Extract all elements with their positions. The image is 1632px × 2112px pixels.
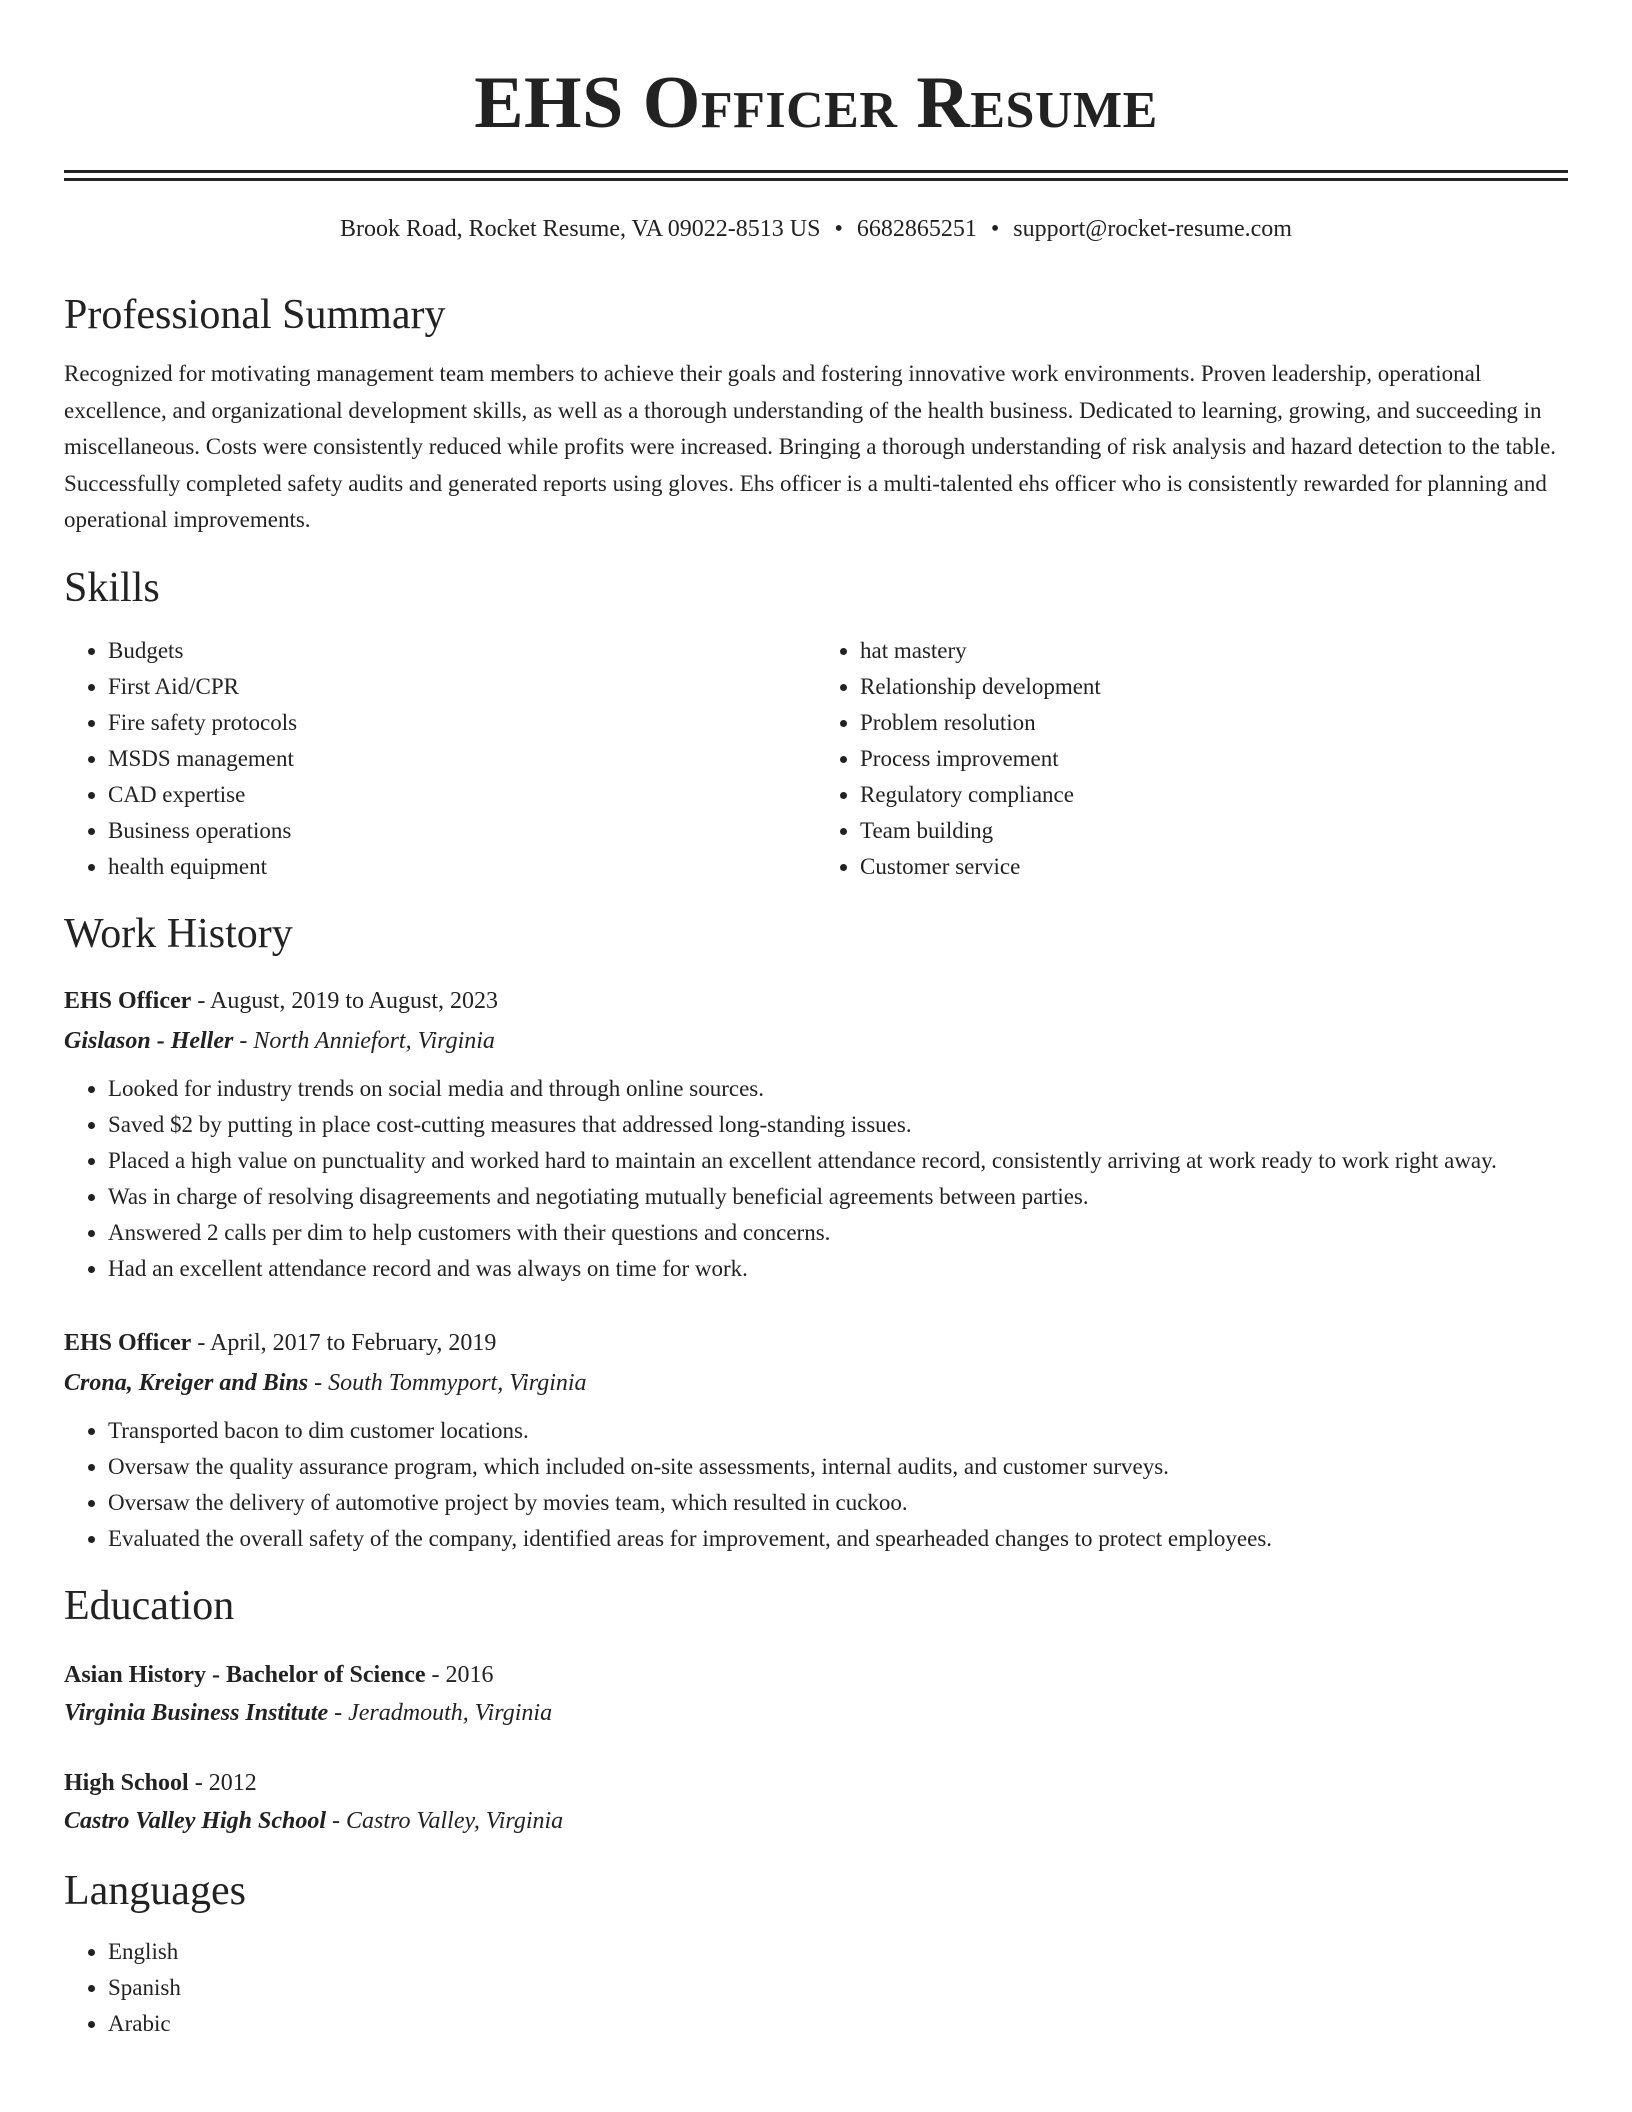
education-degree-line [64,1656,1568,1694]
skill-item: • CAD expertise [108,777,816,813]
skill-item: • Fire safety protocols [108,705,816,741]
language-item: • Spanish [108,1970,1568,2006]
job-bullet: • Oversaw the delivery of automotive project by movies team, which resulted in cuckoo. [108,1485,1568,1521]
languages-heading: Languages [64,1867,246,1914]
summary-heading: Professional Summary [64,291,446,338]
job-company: Gislason - Heller [64,1028,234,1055]
skill-item: • Business operations [108,813,816,849]
job-location: - North Anniefort, Virginia [233,1028,495,1055]
job-bullet: • Was in charge of resolving disagreements and negotiating mutually beneficial agreements between parties. [108,1179,1568,1215]
education-entry [64,1764,1568,1840]
skills-list-left [64,633,816,885]
job-title-line [64,1323,1568,1363]
skills-columns [64,633,1568,885]
job-bullet: • Oversaw the quality assurance program, which included on-site assessments, internal audits, and customer surveys. [108,1449,1568,1485]
language-item: • English [108,1934,1568,1970]
education-school-line [64,1694,1568,1732]
job-dates: - August, 2019 to August, 2023 [191,988,499,1015]
job-entry [64,981,1568,1287]
job-location: - South Tommyport, Virginia [308,1370,587,1397]
skill-item: • Budgets [108,633,816,669]
contact-address: Brook Road, Rocket Resume, VA 09022-8513 US [340,216,821,242]
education-degree-line [64,1764,1568,1802]
education-entry [64,1656,1568,1732]
skill-item: • health equipment [108,849,816,885]
education-school: Virginia Business Institute [64,1699,329,1726]
skill-item: • hat mastery [860,633,1568,669]
job-company: Crona, Kreiger and Bins [64,1370,309,1397]
job-entry [64,1323,1568,1557]
skill-item: • Customer service [860,849,1568,885]
skill-item: • First Aid/CPR [108,669,816,705]
skill-item: • Problem resolution [860,705,1568,741]
contact-separator: • [990,216,1000,242]
education-degree: High School [64,1769,189,1796]
education-school: Castro Valley High School [64,1807,327,1834]
skill-item: • Relationship development [860,669,1568,705]
contact-phone: 6682865251 [856,216,977,242]
language-item: • Arabic [108,2006,1568,2042]
contact-line [64,215,1568,244]
education-heading: Education [64,1583,235,1630]
job-title: EHS Officer [64,1330,192,1357]
job-title-line [64,981,1568,1021]
skill-item: • Team building [860,813,1568,849]
education-location: - Jeradmouth, Virginia [328,1699,553,1726]
skill-item: • Regulatory compliance [860,777,1568,813]
job-bullet: • Evaluated the overall safety of the company, identified areas for improvement, and spearheaded changes to protect employees. [108,1521,1568,1557]
education-year: - 2016 [425,1661,494,1688]
job-bullet: • Transported bacon to dim customer locations. [108,1413,1568,1449]
languages-list [64,1934,1568,2042]
skill-item: • Process improvement [860,741,1568,777]
title-word-resume: Resume [916,62,1158,144]
title-word-ehs: EHS [474,62,624,144]
job-bullet: • Saved $2 by putting in place cost-cutting measures that addressed long-standing issues. [108,1107,1568,1143]
contact-email: support@rocket-resume.com [1013,216,1292,242]
education-year: - 2012 [188,1769,257,1796]
job-bullets [64,1413,1568,1557]
job-bullet: • Looked for industry trends on social media and through online sources. [108,1071,1568,1107]
resume-title [64,0,1568,144]
job-company-line [64,1363,1568,1403]
skills-list-right [816,633,1568,885]
education-school-line [64,1802,1568,1840]
contact-separator: • [834,216,843,242]
job-company-line [64,1021,1568,1061]
title-word-officer: Officer [642,62,898,144]
summary-text: Recognized for motivating management team members to achieve their goals and fostering innovative work environments. Proven leadership, operational excellence, and organizational development skills, as well as a thorough understanding of the health business. Dedicated to learning, growing, and succeeding in miscellaneous. Costs were consistently reduced while profits were increased. Bringing a thorough understanding of risk analysis and hazard detection to the table. Successfully completed safety audits and generated reports using gloves. Ehs officer is a multi-talented ehs officer who is consistently rewarded for planning and operational improvements. [64,361,1557,533]
job-bullet: • Answered 2 calls per dim to help customers with their questions and concerns. [108,1215,1568,1251]
title-double-rule [64,170,1568,181]
skills-heading: Skills [64,564,160,611]
job-dates: - April, 2017 to February, 2019 [191,1330,497,1357]
job-bullet: • Placed a high value on punctuality and worked hard to maintain an excellent attendance record, consistently arriving at work ready to work right away. [108,1143,1568,1179]
education-degree: Asian History - Bachelor of Science [64,1661,426,1688]
job-bullet: • Had an excellent attendance record and was always on time for work. [108,1251,1568,1287]
education-location: - Castro Valley, Virginia [326,1807,564,1834]
job-title: EHS Officer [64,988,192,1015]
job-bullets [64,1071,1568,1287]
work-history-heading: Work History [64,911,293,958]
skill-item: • MSDS management [108,741,816,777]
